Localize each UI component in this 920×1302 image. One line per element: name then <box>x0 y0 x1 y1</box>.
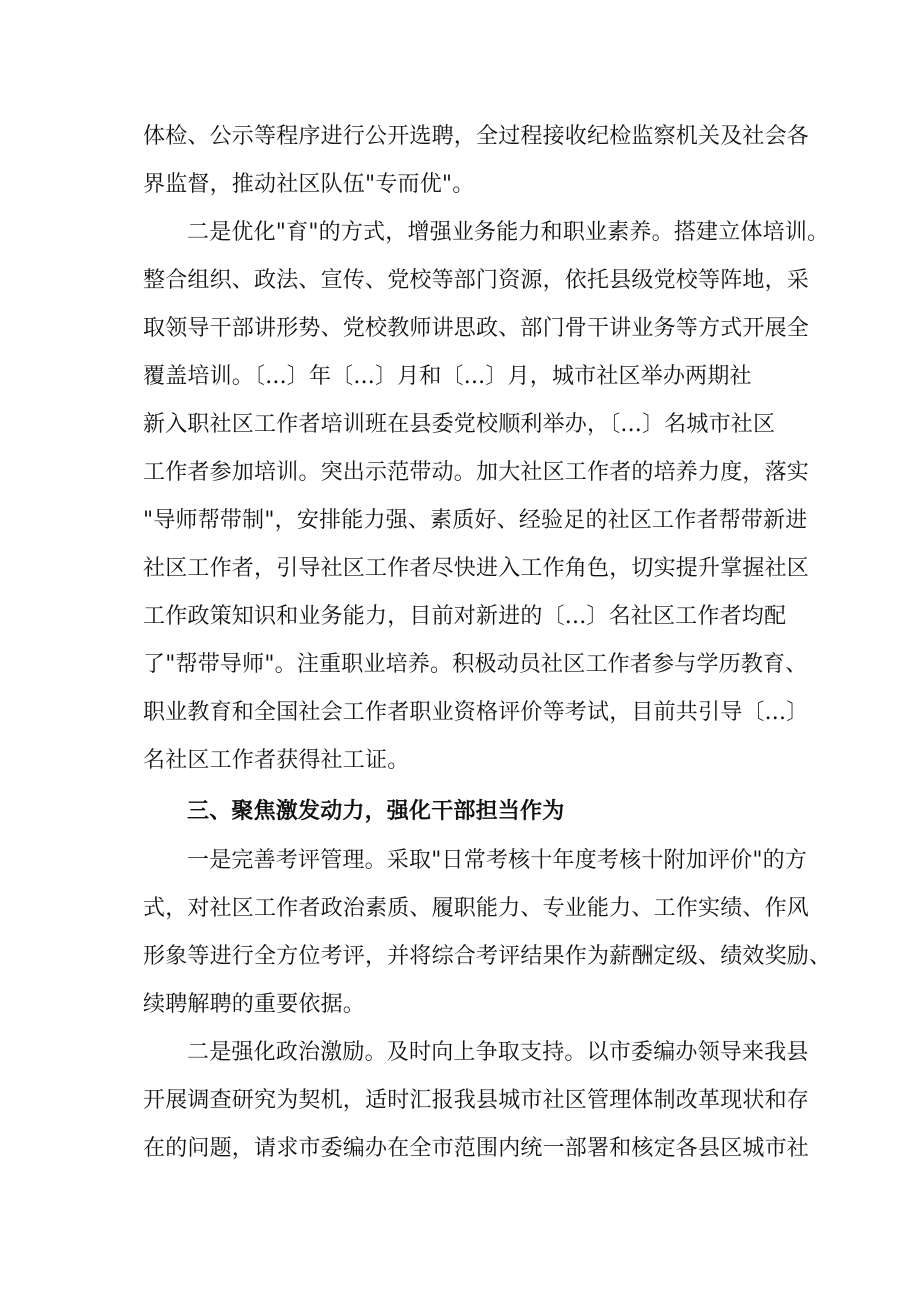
text-line-8: 工作者参加培训。突出示范带动。加大社区工作者的培养力度，落实 <box>143 460 810 485</box>
text-line-6: 覆盖培训。〔...〕年〔...〕月和〔...〕月，城市社区举办两期社 <box>143 364 752 389</box>
text-line-5: 取领导干部讲形势、党校教师讲思政、部门骨干讲业务等方式开展全 <box>143 316 810 341</box>
paragraph-start-line-3: 二是强化政治激励。及时向上争取支持。以市委编办领导来我县 <box>187 1040 809 1065</box>
text-line-19: 续聘解聘的重要依据。 <box>143 992 366 1017</box>
text-line-17: 式，对社区工作者政治素质、履职能力、专业能力、工作实绩、作风 <box>143 896 810 921</box>
text-line-7: 新入职社区工作者培训班在县委党校顺利举办，〔...〕名城市社区 <box>143 412 776 437</box>
text-line-14: 名社区工作者获得社工证。 <box>143 748 410 773</box>
text-line-12: 了"帮带导师"。注重职业培养。积极动员社区工作者参与学历教育、 <box>143 652 808 677</box>
section-heading: 三、聚焦激发动力，强化干部担当作为 <box>187 798 565 824</box>
text-line-18: 形象等进行全方位考评，并将综合考评结果作为薪酬定级、绩效奖励、 <box>143 944 832 969</box>
text-line-22: 在的问题，请求市委编办在全市范围内统一部署和核定各县区城市社 <box>143 1136 810 1161</box>
text-line-4: 整合组织、政法、宣传、党校等部门资源，依托县级党校等阵地，采 <box>143 268 810 293</box>
text-line-1: 体检、公示等程序进行公开选聘，全过程接收纪检监察机关及社会各 <box>143 124 810 149</box>
paragraph-start-line-2: 一是完善考评管理。采取"日常考核十年度考核十附加评价"的方 <box>187 848 808 873</box>
text-line-10: 社区工作者，引导社区工作者尽快进入工作角色，切实提升掌握社区 <box>143 556 810 581</box>
paragraph-start-line: 二是优化"育"的方式，增强业务能力和职业素养。搭建立体培训。 <box>187 220 830 245</box>
text-line-2: 界监督，推动社区队伍"专而优"。 <box>143 172 475 197</box>
text-line-9: "导师帮带制"，安排能力强、素质好、经验足的社区工作者帮带新进 <box>143 508 808 533</box>
text-line-13: 职业教育和全国社会工作者职业资格评价等考试，目前共引导〔...〕 <box>143 700 809 725</box>
text-line-21: 开展调查研究为契机，适时汇报我县城市社区管理体制改革现状和存 <box>143 1088 810 1113</box>
text-line-11: 工作政策知识和业务能力，目前对新进的〔...〕名社区工作者均配 <box>143 604 787 629</box>
